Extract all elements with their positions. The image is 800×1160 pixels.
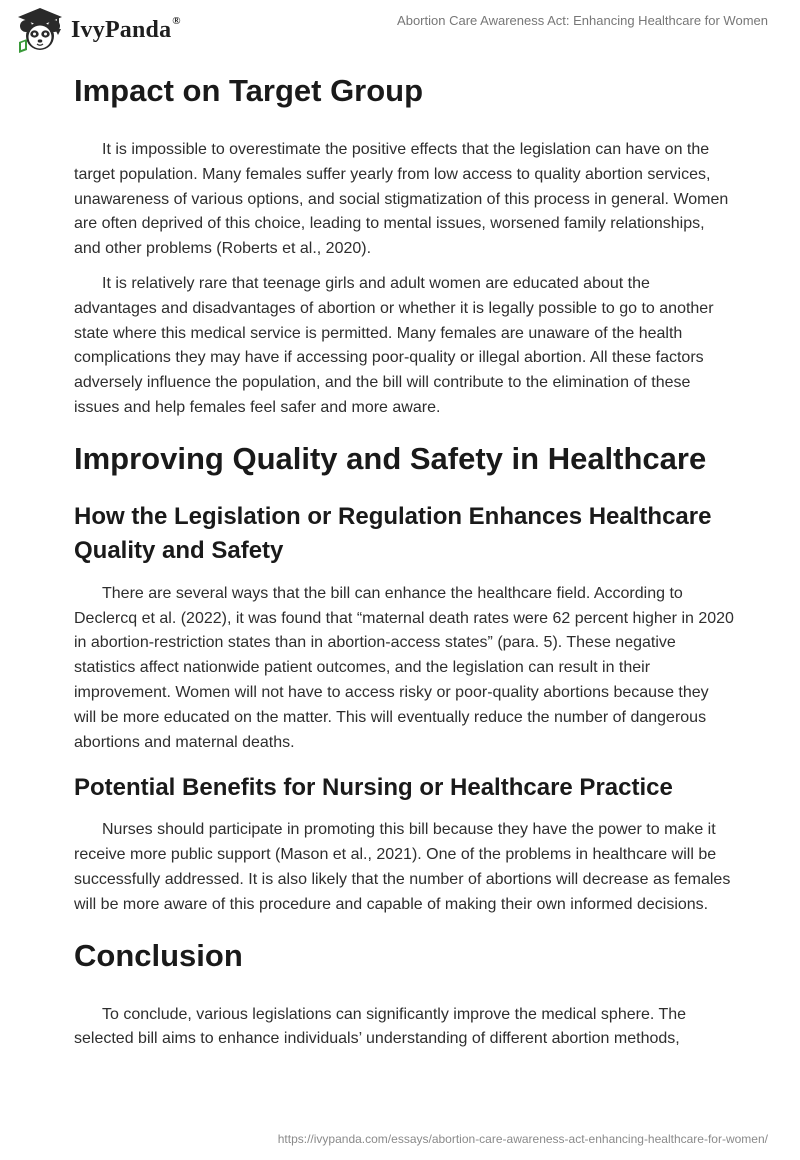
paragraph: It is impossible to overestimate the positive effects that the legislation can have on the target population. Many females suffer yearly from low access to quality abortion services, unawareness of various options, and social stigmatization of this process in general. Women are often deprived of this choice, leading to mental issues, worsened family relationships, and other problems (Roberts et al., 2020). xyxy=(74,141,729,258)
document-title: Abortion Care Awareness Act: Enhancing Healthcare for Women xyxy=(397,13,768,28)
heading-impact: Impact on Target Group xyxy=(74,73,424,108)
heading-conclusion: Conclusion xyxy=(74,937,243,973)
heading-quality-safety: Improving Quality and Safety in Healthcare xyxy=(74,440,707,476)
logo[interactable] xyxy=(15,6,181,54)
brand-name: IvyPanda® xyxy=(71,14,181,43)
paragraph: Nurses should participate in promoting this bill because they have the power to make it receive more public support (Mason et al., 2021). One of the problems in healthcare will be successfully addressed. It is also likely that the number of abortions will decrease as females will be more aware of this procedure and capable of making their own informed decisions. xyxy=(74,821,731,913)
source-url[interactable]: https://ivypanda.com/essays/abortion-care-awareness-act-enhancing-healthcare-for-women/ xyxy=(277,1132,768,1146)
paragraph: To conclude, various legislations can significantly improve the medical sphere. The selected bill aims to enhance individuals’ understanding of different abortion methods, xyxy=(74,1005,687,1048)
essay-content xyxy=(74,68,734,1052)
heading-benefits: Potential Benefits for Nursing or Healthcare Practice xyxy=(74,774,673,802)
paragraph: It is relatively rare that teenage girls and adult women are educated about the advantages and disadvantages of abortion or whether it is legally possible to go to another state where this medical service is permitted. Many females are unaware of the health complications they may have if accessing poor-quality or illegal abortion. All these factors adversely influence the population, and the bill will contribute to the elimination of these issues and help females feel safer and more aware. xyxy=(74,274,714,416)
heading-enhances: How the Legislation or Regulation Enhances Healthcare Quality and Safety xyxy=(74,502,712,564)
page-header xyxy=(0,0,800,64)
paragraph: There are several ways that the bill can enhance the healthcare field. According to Declercq et al. (2022), it was found that “maternal death rates were 62 percent higher in 2020 in abortion-restriction states than in abortion-access states” (para. 5). These negative statistics affect nationwide patient outcomes, and the legislation can result in their improvement. Women will not have to access risky or poor-quality abortions because they will be more educated on the matter. This will eventually reduce the number of dangerous abortions and maternal deaths. xyxy=(74,584,734,751)
panda-graduate-icon xyxy=(15,6,65,54)
